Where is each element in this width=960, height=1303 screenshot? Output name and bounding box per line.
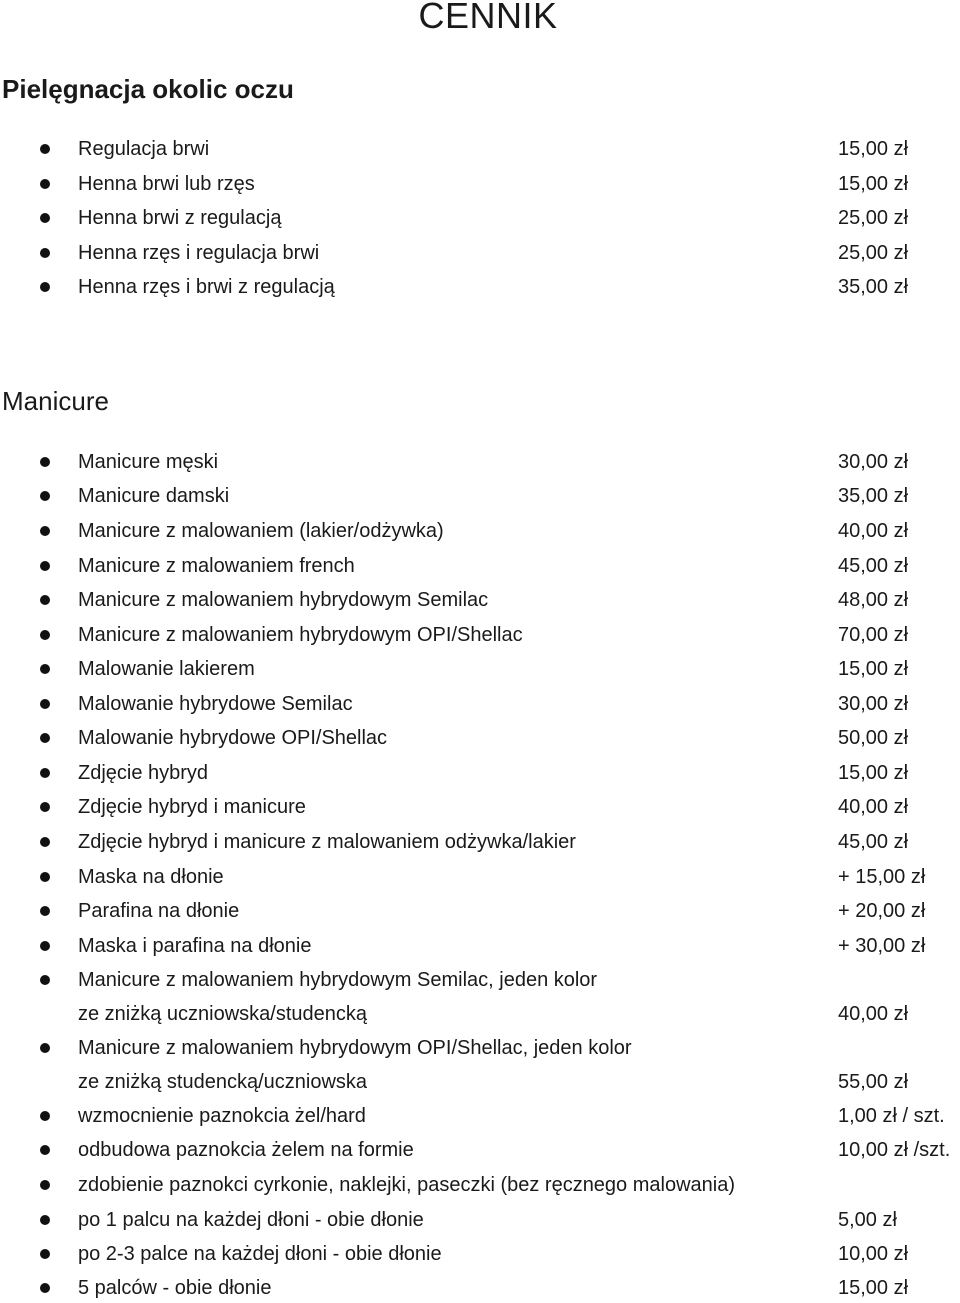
service-label: Henna brwi z regulacją	[78, 207, 282, 229]
service-price: 15,00 zł	[838, 138, 909, 160]
service-price: 25,00 zł	[838, 242, 909, 264]
service-label: Henna rzęs i brwi z regulacją	[78, 276, 335, 298]
service-label: Maska na dłonie	[78, 866, 224, 888]
section-heading-eye-care: Pielęgnacja okolic oczu	[2, 74, 294, 104]
bullet-icon	[40, 248, 50, 258]
service-price: 1,00 zł / szt.	[838, 1105, 945, 1127]
bullet-icon	[40, 699, 50, 709]
bullet-icon	[40, 733, 50, 743]
bullet-icon	[40, 1180, 50, 1190]
bullet-icon	[40, 457, 50, 467]
service-label-line2: ze zniżką studencką/uczniowska	[78, 1071, 368, 1093]
bullet-icon	[40, 664, 50, 674]
bullet-icon	[40, 906, 50, 916]
bullet-icon	[40, 802, 50, 812]
bullet-icon	[40, 630, 50, 640]
service-label: Zdjęcie hybryd i manicure	[78, 796, 306, 818]
service-price: 70,00 zł	[838, 624, 909, 646]
service-label: Manicure z malowaniem hybrydowym OPI/Shellac	[78, 624, 523, 646]
service-price: 25,00 zł	[838, 207, 909, 229]
bullet-icon	[40, 837, 50, 847]
service-price: + 15,00 zł	[838, 866, 926, 888]
service-label: Manicure z malowaniem hybrydowym Semilac, jeden kolor	[78, 969, 598, 991]
service-price: 35,00 zł	[838, 485, 909, 507]
bullet-icon	[40, 491, 50, 501]
bullet-icon	[40, 561, 50, 571]
list-item	[0, 1035, 960, 1097]
bullet-icon	[40, 872, 50, 882]
service-label: Henna rzęs i regulacja brwi	[78, 242, 320, 264]
service-label: Malowanie hybrydowe Semilac	[78, 693, 353, 715]
service-label: Malowanie lakierem	[78, 658, 255, 680]
bullet-icon	[40, 1145, 50, 1155]
service-price: + 30,00 zł	[838, 935, 926, 957]
service-label: Malowanie hybrydowe OPI/Shellac	[78, 727, 388, 749]
service-label: po 1 palcu na każdej dłoni - obie dłonie	[78, 1209, 424, 1231]
service-price: 30,00 zł	[838, 451, 909, 473]
service-label: Henna brwi lub rzęs	[78, 173, 255, 195]
service-label: Regulacja brwi	[78, 138, 210, 160]
service-label: Manicure męski	[78, 451, 219, 473]
service-price: 15,00 zł	[838, 762, 909, 784]
bullet-icon	[40, 526, 50, 536]
service-label: Manicure z malowaniem (lakier/odżywka)	[78, 520, 444, 542]
service-label: Parafina na dłonie	[78, 900, 240, 922]
service-label-line2: ze zniżką uczniowska/studencką	[78, 1003, 368, 1025]
bullet-icon	[40, 768, 50, 778]
section-heading-manicure: Manicure	[2, 386, 109, 416]
service-price: 30,00 zł	[838, 693, 909, 715]
bullet-icon	[40, 595, 50, 605]
service-price: 50,00 zł	[838, 727, 909, 749]
service-price: 15,00 zł	[838, 173, 909, 195]
service-label: Manicure damski	[78, 485, 230, 507]
service-label: Manicure z malowaniem hybrydowym Semilac	[78, 589, 489, 611]
service-label: Manicure z malowaniem french	[78, 555, 355, 577]
service-price: 45,00 zł	[838, 555, 909, 577]
service-price: 48,00 zł	[838, 589, 909, 611]
service-label: odbudowa paznokcia żelem na formie	[78, 1139, 414, 1161]
service-price: 35,00 zł	[838, 276, 909, 298]
service-label: 5 palców - obie dłonie	[78, 1277, 272, 1299]
service-price: 15,00 zł	[838, 1277, 909, 1299]
bullet-icon	[40, 941, 50, 951]
service-price: 10,00 zł /szt.	[838, 1139, 951, 1161]
bullet-icon	[40, 1111, 50, 1121]
service-price: 10,00 zł	[838, 1243, 909, 1265]
service-price: 45,00 zł	[838, 831, 909, 853]
list-item	[0, 967, 960, 1029]
service-label: wzmocnienie paznokcia żel/hard	[78, 1105, 366, 1127]
bullet-icon	[40, 1043, 50, 1053]
service-price: 55,00 zł	[838, 1071, 909, 1093]
service-price: 40,00 zł	[838, 520, 909, 542]
service-price: 40,00 zł	[838, 796, 909, 818]
bullet-icon	[40, 1249, 50, 1259]
service-label: Manicure z malowaniem hybrydowym OPI/Shellac, jeden kolor	[78, 1037, 632, 1059]
service-label: Zdjęcie hybryd i manicure z malowaniem odżywka/lakier	[78, 831, 576, 853]
bullet-icon	[40, 144, 50, 154]
service-label: Zdjęcie hybryd	[78, 762, 209, 784]
bullet-icon	[40, 1215, 50, 1225]
bullet-icon	[40, 975, 50, 985]
service-label: po 2-3 palce na każdej dłoni - obie dłonie	[78, 1243, 442, 1265]
bullet-icon	[40, 213, 50, 223]
service-price: 15,00 zł	[838, 658, 909, 680]
service-price: 40,00 zł	[838, 1003, 909, 1025]
service-label: Maska i parafina na dłonie	[78, 935, 312, 957]
bullet-icon	[40, 1283, 50, 1293]
service-price: 5,00 zł	[838, 1209, 897, 1231]
bullet-icon	[40, 282, 50, 292]
service-price: + 20,00 zł	[838, 900, 926, 922]
bullet-icon	[40, 179, 50, 189]
page-title: CENNIK	[418, 0, 558, 36]
service-label: zdobienie paznokci cyrkonie, naklejki, paseczki (bez ręcznego malowania)	[78, 1174, 736, 1196]
